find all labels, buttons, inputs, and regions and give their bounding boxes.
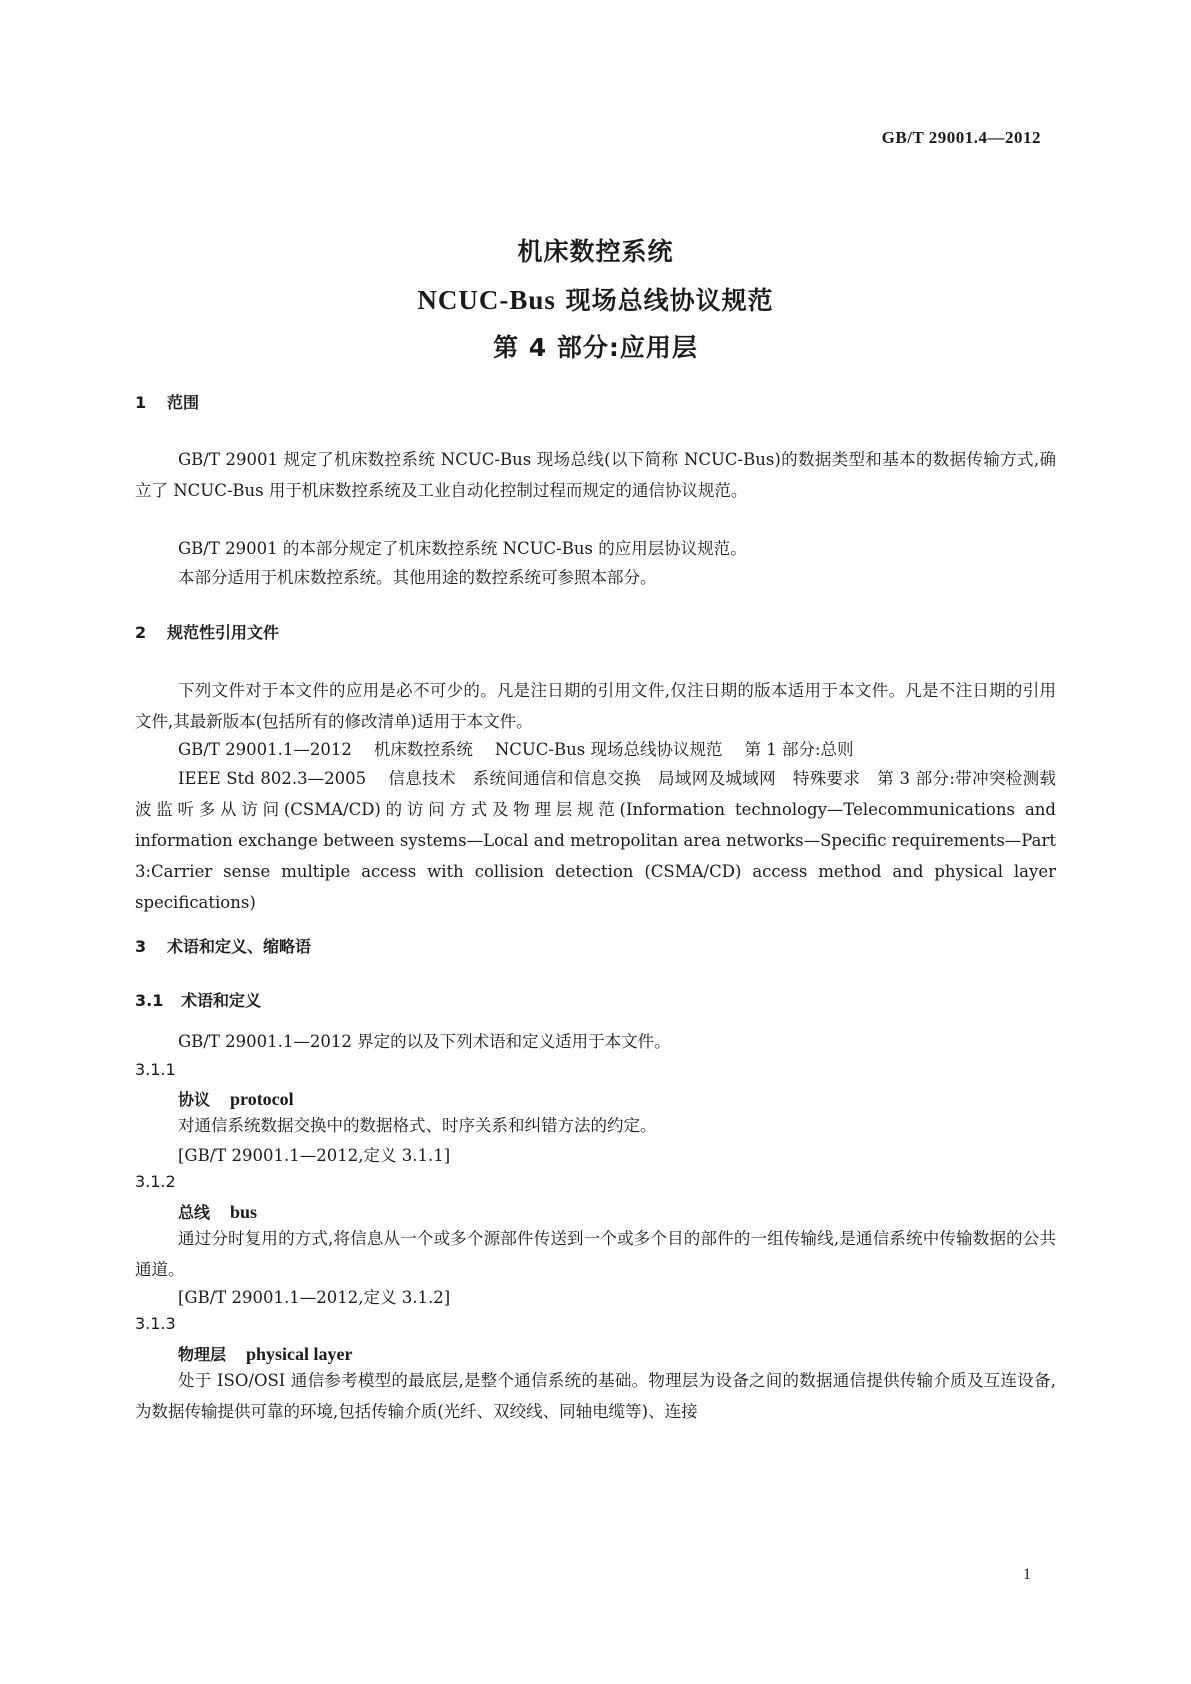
title-line-1: 机床数控系统 — [517, 237, 674, 266]
page-number: 1 — [1023, 1566, 1031, 1583]
section-number: 1 — [135, 393, 147, 412]
title-latin: NCUC-Bus — [417, 285, 556, 315]
title-line-3: 第 4 部分:应用层 — [493, 333, 698, 362]
term-title — [178, 1342, 353, 1365]
title-line-2-rest: 现场总线协议规范 — [555, 286, 774, 315]
term-definition: 通过分时复用的方式,将信息从一个或多个源部件传送到一个或多个目的部件的一组传输线,是通信系统中传输数据的公共通道。 — [135, 1229, 1056, 1279]
section-2-heading — [135, 620, 279, 643]
section-2-paragraph-1: 下列文件对于本文件的应用是必不可少的。凡是注日期的引用文件,仅注日期的版本适用于本文件。凡是不注日期的引用文件,其最新版本(包括所有的修改清单)适用于本文件。 — [135, 681, 1056, 731]
normative-reference-2 — [135, 763, 1056, 918]
term-definition: 对通信系统数据交换中的数据格式、时序关系和纠错方法的约定。 — [178, 1116, 657, 1135]
term-english: physical layer — [246, 1344, 353, 1364]
reference-title-b: NCUC-Bus 现场总线协议规范 — [494, 740, 723, 759]
term-number: 3.1.1 — [135, 1060, 176, 1079]
term-english: protocol — [230, 1089, 294, 1109]
term-title — [178, 1200, 257, 1223]
term-definition: 处于 ISO/OSI 通信参考模型的最底层,是整个通信系统的基础。物理层为设备之间的数据通信提供传输介质及互连设备,为数据传输提供可靠的环境,包括传输介质(光纤、双绞线、同轴电缆等)、连接 — [135, 1371, 1056, 1421]
section-1-heading — [135, 390, 199, 413]
subsection-number: 3.1 — [135, 991, 164, 1010]
subsection-title: 术语和定义 — [181, 991, 262, 1010]
subsection-3-1-heading — [135, 988, 261, 1011]
reference-code: IEEE Std 802.3—2005 — [178, 769, 367, 788]
term-source: [GB/T 29001.1—2012,定义 3.1.2] — [178, 1288, 451, 1307]
section-1-paragraph-3: 本部分适用于机床数控系统。其他用途的数控系统可参照本部分。 — [178, 568, 657, 587]
term-chinese: 物理层 — [178, 1345, 227, 1364]
section-1-paragraph-2: GB/T 29001 的本部分规定了机床数控系统 NCUC-Bus 的应用层协议规范。 — [178, 539, 747, 558]
section-1-paragraph-1: GB/T 29001 规定了机床数控系统 NCUC-Bus 现场总线(以下简称 NCUC-Bus)的数据类型和基本的数据传输方式,确立了 NCUC-Bus 用于机床数控系统及工业自动化控制过程而规定的通信协议规范。 — [135, 450, 1056, 500]
reference-code: GB/T 29001.1—2012 — [178, 740, 352, 759]
section-number: 3 — [135, 937, 147, 956]
document-code: GB/T 29001.4—2012 — [881, 128, 1041, 147]
section-number: 2 — [135, 623, 147, 642]
section-title: 术语和定义、缩略语 — [167, 937, 312, 956]
term-number: 3.1.2 — [135, 1172, 176, 1191]
section-title: 范围 — [167, 393, 200, 412]
term-chinese: 协议 — [178, 1090, 211, 1109]
term-number: 3.1.3 — [135, 1314, 176, 1333]
normative-reference-1 — [135, 734, 1056, 765]
section-3-heading — [135, 934, 311, 957]
term-english: bus — [230, 1202, 258, 1222]
reference-title-c: 第 1 部分:总则 — [744, 740, 854, 759]
subsection-3-1-paragraph: GB/T 29001.1—2012 界定的以及下列术语和定义适用于本文件。 — [178, 1032, 671, 1051]
reference-title-a: 机床数控系统 — [373, 740, 473, 759]
term-title — [178, 1087, 294, 1110]
section-title: 规范性引用文件 — [167, 623, 280, 642]
term-chinese: 总线 — [178, 1203, 211, 1222]
reference-title: 信息技术 系统间通信和信息交换 局域网及城域网 特殊要求 第 3 部分:带冲突检测载波监听多从访问(CSMA/CD)的访问方式及物理层规范(Information technology—Telecommunications and information exchange between systems—Local and metropolitan area networks—Specific requirements—Part 3:Carrier sense multiple access with collision detection (CSMA/CD) access method and physical layer specifications) — [135, 769, 1057, 912]
term-source: [GB/T 29001.1—2012,定义 3.1.1] — [178, 1146, 451, 1165]
title-line-2 — [0, 276, 1191, 324]
document-title — [0, 228, 1191, 372]
